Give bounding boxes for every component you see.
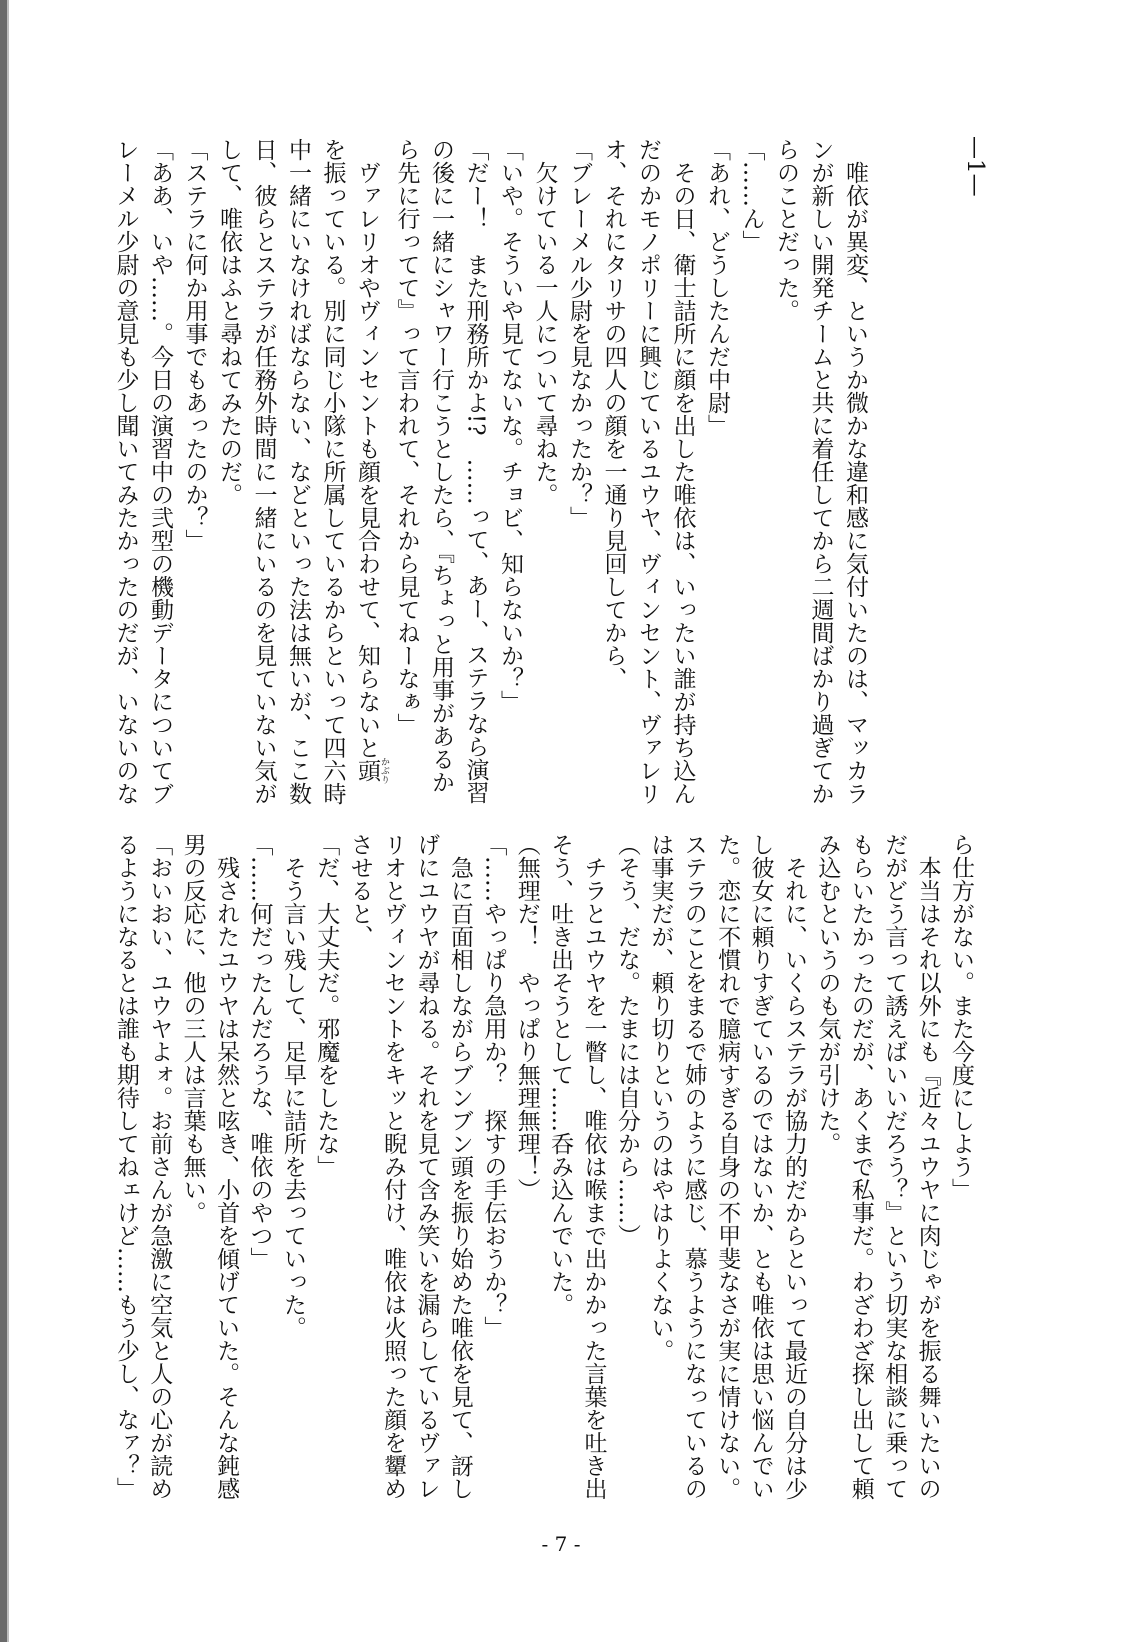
lower-text-block [108,833,977,1513]
text-column [350,138,390,808]
text-column: させると、 [346,833,373,948]
text-column: もらいたかったのだが、あくまで私事だ。わざわざ探し出して頼 [847,833,874,1500]
text-column: ら先に行ってて』って言われて、それから見てねーなぁ」 [393,138,420,736]
page-edge [0,0,7,1642]
chapter-header: —1— [962,136,988,197]
text-column: ンが新しい開発チームと共に着任してから二週間ばかり過ぎてか [807,138,834,805]
text-column: 日、彼らとステラが任務外時間に一緒にいるのを見ていない気が [250,138,277,805]
page-number: - 7 - [541,1532,581,1556]
text-column: 本当はそれ以外にも『近々ユウヤに肉じゃがを振る舞いたいの [914,833,941,1500]
text-column: その日、衛士詰所に顔を出した唯依は、いったい誰が持ち込ん [669,138,696,805]
text-column: るようになるとは誰も期待してねェけど……もう少し、なァ？」 [112,833,139,1500]
text-column: チラとユウヤを一瞥し、唯依は喉まで出かかった言葉を吐き出 [580,833,607,1500]
text-column: 残されたユウヤは呆然と呟き、小首を傾げていた。そんな鈍感 [213,833,240,1500]
text-column: 「だー！ また刑務所かよ!? ……って、あー、ステラなら演習 [462,138,489,804]
ruby-base: 頭 [354,757,380,784]
text-column: そう、吐き出そうとして……呑み込んでいた。 [547,833,574,1316]
text-column: らのことだった。 [773,138,799,322]
text-column: （無理だ！ やっぱり無理無理！） [513,833,540,1201]
text-column: ら仕方がない。また今度にしよう」 [948,833,974,1201]
text-column: は事実だが、頼り切りというのはやはりよくない。 [647,833,674,1362]
text-column: 男の反応に、他の三人は言葉も無い。 [179,833,206,1224]
text-column: 「あれ、どうしたんだ中尉」 [704,138,730,437]
text-column: 「おいおい、ユウヤよォ。お前さんが急激に空気と人の心が読め [146,833,173,1500]
text-column: ステラのことをまるで姉のように感じ、慕うようになっているの [680,833,707,1500]
text-column: 「……やっぱり急用か？ 探すの手伝おうか？」 [480,833,507,1339]
text-column: 「いや。そういや見てないな。チョビ、知らないか？」 [497,138,523,713]
text-column: 中一緒にいなければならない、などといった法は無いが、ここ数 [285,138,311,805]
text-column: 唯依が異変、というか微かな違和感に気付いたのは、マッカラ [842,138,868,805]
text-column: 「……何だったんだろうな、唯依のやつ」 [246,833,273,1270]
text-column: 「ブレーメル少尉を見なかったか？」 [566,138,592,529]
text-column: を振っている。別に同じ小隊に所属しているからといって四六時 [319,138,346,805]
text-column: （そう、だな。たまには自分から……） [613,833,640,1247]
text-column: 欠けている一人について尋ねた。 [531,138,558,506]
text-column: 「……ん」 [738,138,765,253]
text-column: だがどう言って誘えばいいだろう？』という切実な相談に乗って [881,833,908,1500]
ruby-reading: かぶり [379,757,389,784]
text-segment: ヴァレリオやヴィンセントも顔を見合わせて、知らないと [354,138,380,759]
text-column: し彼女に頼りすぎているのではないか、とも唯依は思い悩んでい [747,833,774,1500]
text-column: 「ああ、いや……。今日の演習中の弐型の機動データについてブ [147,138,173,805]
text-column: して、唯依はふと尋ねてみたのだ。 [216,138,242,506]
text-column: げにユウヤが尋ねる。それを見て含み笑いを漏らしているヴァレ [413,833,440,1500]
text-column: み込むというのも気が引けた。 [814,833,841,1155]
text-column: 「だ、大丈夫だ。邪魔をしたな」 [313,833,340,1178]
text-column: リオとヴィンセントをキッと睨み付け、唯依は火照った顔を顰め [380,833,407,1500]
ruby-annotation [354,757,389,784]
text-column: 「ステラに何か用事でもあったのか？」 [181,138,208,552]
text-column: た。恋に不慣れで臆病すぎる自身の不甲斐なさが実に情けない。 [714,833,741,1500]
text-column: だのかモノポリーに興じているユウヤ、ヴィンセント、ヴァレリ [635,138,661,805]
upper-text-block [108,138,872,808]
page-edge-shadow [7,0,9,1642]
text-column: オ、それにタリサの四人の顔を一通り見回してから、 [600,138,627,690]
text-column: レーメル少尉の意見も少し聞いてみたかったのだが、いないのな [112,138,139,805]
text-column: そう言い残して、足早に詰所を去っていった。 [279,833,306,1339]
text-column: 急に百面相しながらブンブン頭を振り始めた唯依を見て、訝し [446,833,473,1500]
text-column: それに、いくらステラが協力的だからといって最近の自分は少 [780,833,807,1500]
text-column: の後に一緒にシャワー行こうとしたら、『ちょっと用事があるか [428,138,454,794]
